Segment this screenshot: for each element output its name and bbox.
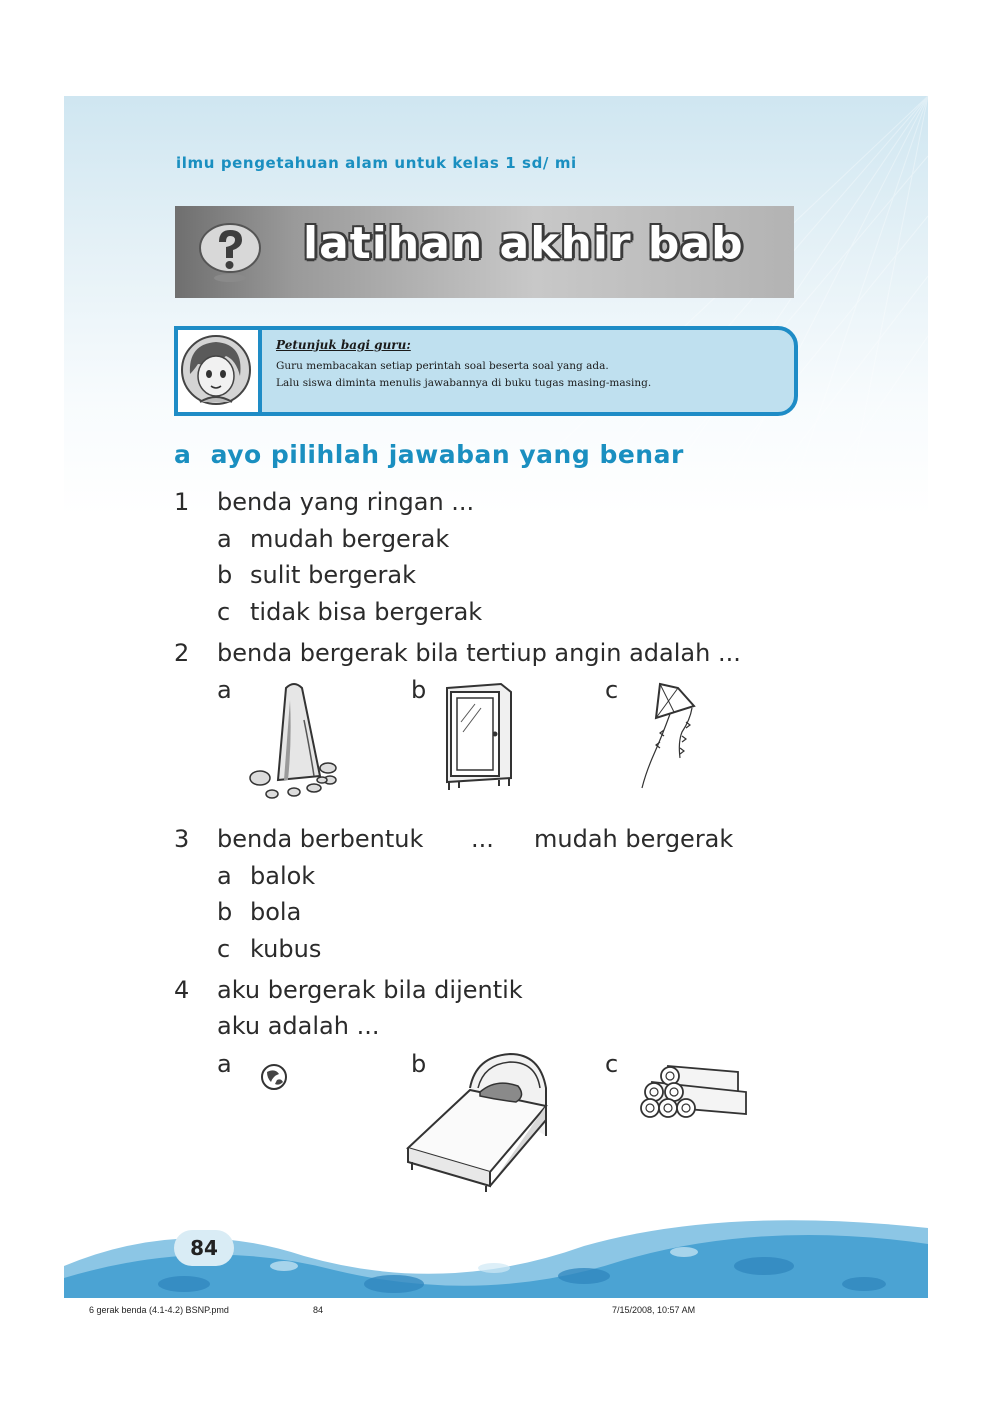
question-2-number: 2 — [174, 639, 190, 667]
question-4-option-a-letter: a — [217, 1050, 232, 1078]
question-mark-icon — [197, 220, 263, 284]
chapter-banner — [175, 206, 794, 298]
question-2-option-c-letter: c — [605, 676, 619, 704]
page-sheet — [64, 96, 928, 1298]
question-2-option-b-letter: b — [411, 676, 427, 704]
cabinet-icon — [439, 682, 517, 792]
question-3-option-a-letter: a — [217, 862, 232, 890]
question-1-option-a-letter: a — [217, 525, 232, 553]
footer-page: 84 — [313, 1305, 324, 1315]
question-1-option-b-text: sulit bergerak — [250, 561, 417, 589]
question-1-option-c-text: tidak bisa bergerak — [250, 598, 483, 626]
question-1-number: 1 — [174, 488, 190, 516]
section-heading — [174, 440, 684, 469]
rock-icon — [244, 680, 340, 806]
banner-title: latihan akhir bab — [303, 218, 744, 269]
question-2-text: benda bergerak bila tertiup angin adalah ... — [217, 639, 741, 667]
question-1-option-b-letter: b — [217, 561, 233, 589]
question-4-line-1: aku bergerak bila dijentik — [217, 976, 523, 1004]
teacher-note-line-1: Guru membacakan setiap perintah soal beserta soal yang ada. — [276, 360, 609, 372]
footer-filename: 6 gerak benda (4.1-4.2) BSNP.pmd — [89, 1305, 229, 1315]
kite-icon — [634, 682, 702, 792]
question-4-option-b-letter: b — [411, 1050, 427, 1078]
question-3-option-c-text: kubus — [250, 935, 322, 963]
section-label: a — [174, 440, 192, 469]
question-3-option-c-letter: c — [217, 935, 231, 963]
question-3-option-a-text: balok — [250, 862, 316, 890]
teacher-note-line-2: Lalu siswa diminta menulis jawabannya di buku tugas masing-masing. — [276, 377, 652, 389]
page-number: 84 — [174, 1230, 234, 1266]
girl-face-icon — [178, 330, 258, 412]
footer-timestamp: 7/15/2008, 10:57 AM — [612, 1305, 696, 1315]
question-2-option-a-letter: a — [217, 676, 232, 704]
question-1-option-a-text: mudah bergerak — [250, 525, 450, 553]
question-4-number: 4 — [174, 976, 190, 1004]
marble-icon — [259, 1062, 289, 1092]
bed-icon — [400, 1048, 556, 1194]
question-3-blank: ... — [471, 825, 494, 853]
teacher-avatar — [178, 330, 262, 412]
question-3-text-part1: benda berbentuk — [217, 825, 424, 853]
question-1-text: benda yang ringan ... — [217, 488, 475, 516]
teacher-instruction-box — [174, 326, 798, 416]
teacher-note-heading: Petunjuk bagi guru: — [276, 338, 411, 352]
question-3-number: 3 — [174, 825, 190, 853]
section-title: ayo pilihlah jawaban yang benar — [210, 440, 684, 469]
question-4-option-c-letter: c — [605, 1050, 619, 1078]
question-3-text-part2: mudah bergerak — [534, 825, 734, 853]
logs-icon — [638, 1062, 752, 1122]
book-subtitle: ilmu pengetahuan alam untuk kelas 1 sd/ mi — [176, 154, 577, 172]
question-3-option-b-text: bola — [250, 898, 302, 926]
question-4-line-2: aku adalah ... — [217, 1012, 380, 1040]
question-3-option-b-letter: b — [217, 898, 233, 926]
question-1-option-c-letter: c — [217, 598, 231, 626]
